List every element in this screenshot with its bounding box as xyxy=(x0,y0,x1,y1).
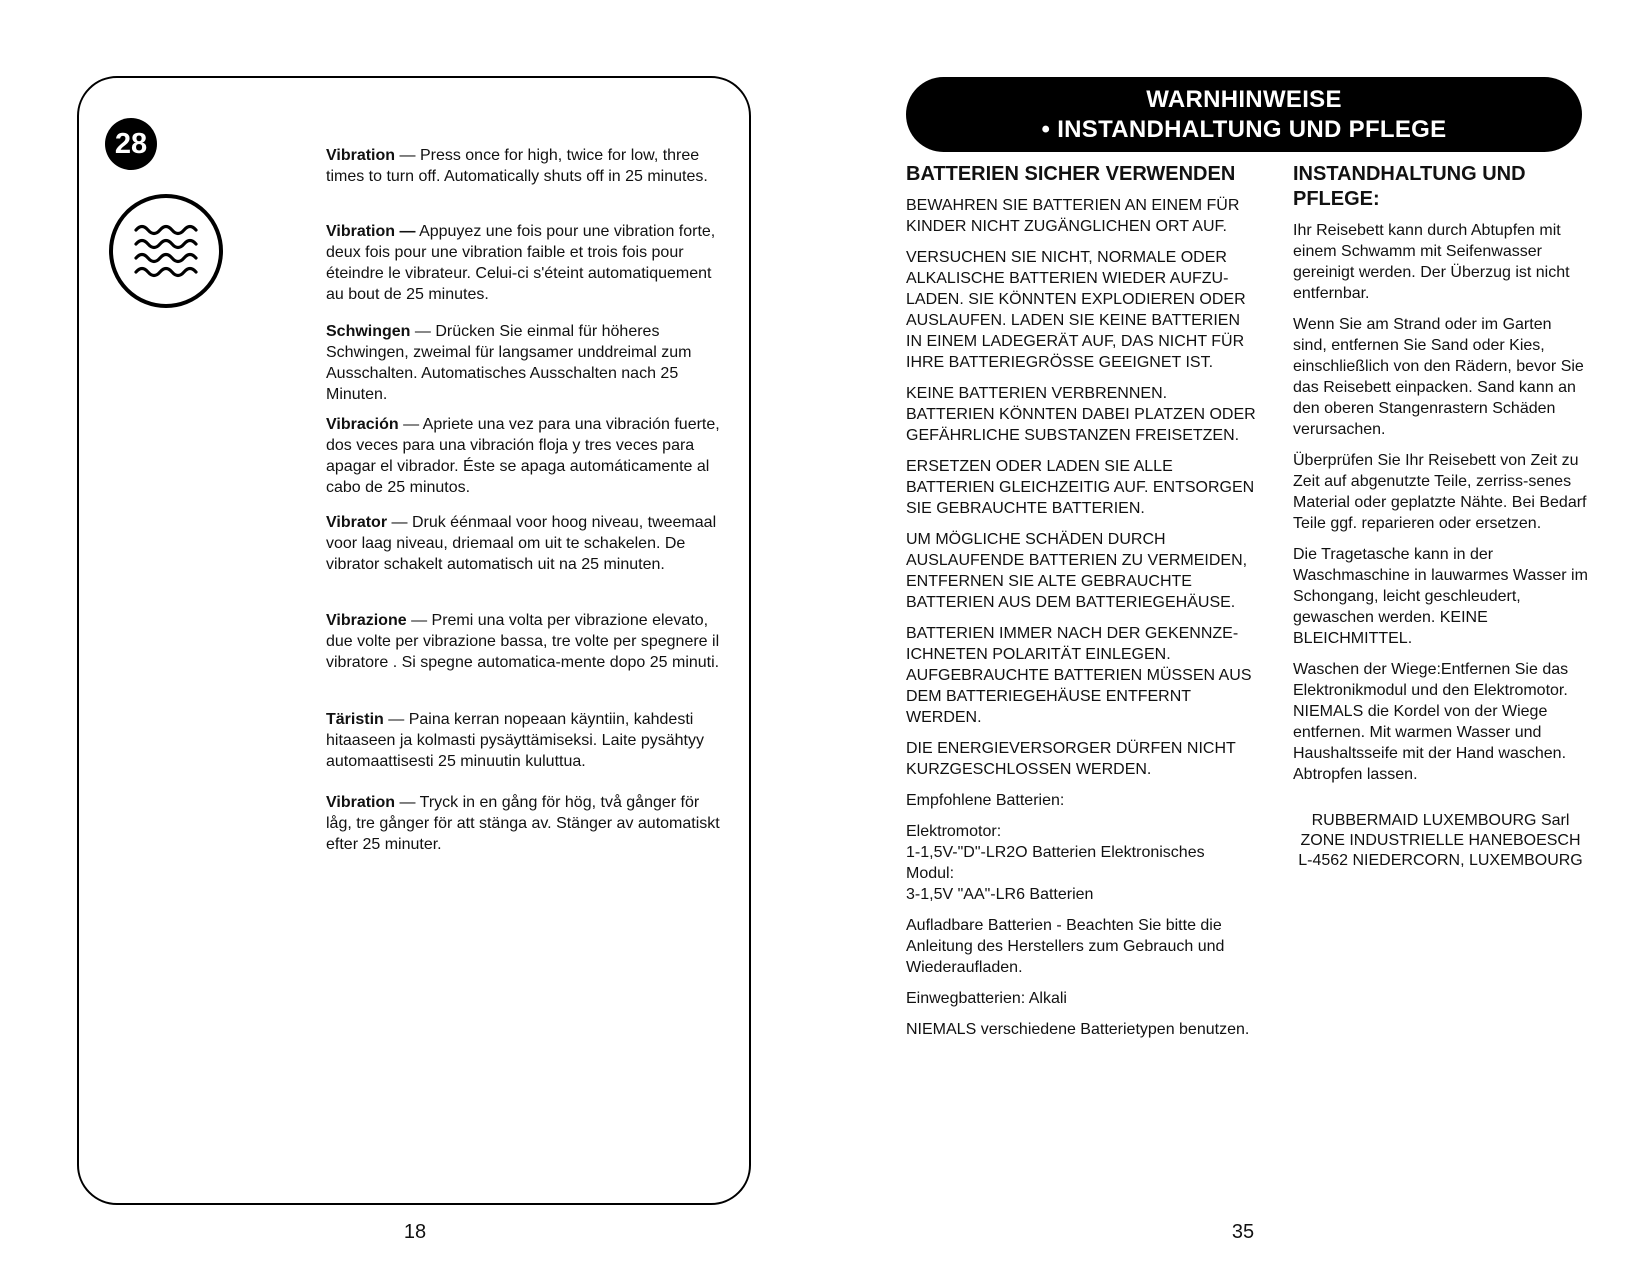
paragraph: NIEMALS verschiedene Batterietypen benutzen. xyxy=(906,1021,1250,1038)
entry-spanish: Vibración — Apriete una vez para una vibración fuerte, dos veces para una vibración floja y tres veces para apagar el vibrador. Éste se apaga automáticamente al cabo de 25 minutos. xyxy=(326,416,720,496)
company-address xyxy=(1293,811,1588,871)
paragraph: Empfohlene Batterien: xyxy=(906,792,1065,809)
paragraph: BATTERIEN IMMER NACH DER GEKENNZE-ICHNETEN POLARITÄT EINLEGEN. AUFGEBRAUCHTE BATTERIEN MÜSSEN AUS DEM BATTERIEGEHÄUSE ENTFERNT WERDEN. xyxy=(906,625,1252,726)
paragraph: KEINE BATTERIEN VERBRENNEN. BATTERIEN KÖNNTEN DABEI PLATZEN ODER GEFÄHRLICHE SUBSTANZEN FREISETZEN. xyxy=(906,385,1256,444)
paragraph: Wenn Sie am Strand oder im Garten sind, entfernen Sie Sand oder Kies, einschließlich von den Rädern, bevor Sie das Reisebett einpacken. Sand kann an den oberen Stangenrastern Schäden verursachen. xyxy=(1293,316,1584,438)
instruction-panel xyxy=(77,76,751,1205)
paragraph: VERSUCHEN SIE NICHT, NORMALE ODER ALKALISCHE BATTERIEN WIEDER AUFZU-LADEN. SIE KÖNNTEN EXPLODIEREN ODER AUSLAUFEN. LADEN SIE KEINE BATTERIEN IN EINEM LADEGERÄT AUF, DAS NICHT FÜR IHRE BATTERIEGRÖSSE GEEIGNET IST. xyxy=(906,249,1246,371)
paragraph: Aufladbare Batterien - Beachten Sie bitte die Anleitung des Herstellers zum Gebrauch und Wiederaufladen. xyxy=(906,917,1225,976)
paragraph: Einwegbatterien: Alkali xyxy=(906,990,1067,1007)
paragraph: BEWAHREN SIE BATTERIEN AN EINEM FÜR KINDER NICHT ZUGÄNGLICHEN ORT AUF. xyxy=(906,197,1240,235)
page-number-right: 35 xyxy=(1231,1221,1255,1243)
entry-italian: Vibrazione — Premi una volta per vibrazione elevato, due volte per vibrazione bassa, tre volte per spegnere il vibratore . Si spegne automatica-mente dopo 25 minuti. xyxy=(326,612,720,671)
header-title-line2: • INSTANDHALTUNG UND PFLEGE xyxy=(1041,115,1447,143)
page-number-left: 18 xyxy=(403,1221,427,1243)
paragraph: DIE ENERGIEVERSORGER DÜRFEN NICHT KURZGESCHLOSSEN WERDEN. xyxy=(906,740,1236,778)
paragraph: Die Tragetasche kann in der Waschmaschine in lauwarmes Wasser im Schongang, leicht geschleudert, gewaschen werden. KEINE BLEICHMITTEL. xyxy=(1293,546,1588,647)
paragraph: ERSETZEN ODER LADEN SIE ALLE BATTERIEN GLEICHZEITIG AUF. ENTSORGEN SIE GEBRAUCHTE BATTERIEN. xyxy=(906,458,1255,517)
warnings-header xyxy=(906,77,1582,152)
entry-dutch: Vibrator — Druk éénmaal voor hoog niveau, tweemaal voor laag niveau, driemaal om uit te schakelen. De vibrator schakelt automatisch uit na 25 minuten. xyxy=(326,514,717,573)
entry-french: Vibration — Appuyez une fois pour une vibration forte, deux fois pour une vibration faible et trois fois pour éteindre le vibrateur. Celui-ci s'éteint automatiquement au bout de 25 minutes. xyxy=(326,223,716,303)
paragraph: UM MÖGLICHE SCHÄDEN DURCH AUSLAUFENDE BATTERIEN ZU VERMEIDEN, ENTFERNEN SIE ALTE GEBRAUCHTE BATTERIEN AUS DEM BATTERIEGEHÄUSE. xyxy=(906,531,1248,611)
address-line: L-4562 NIEDERCORN, LUXEMBOURG xyxy=(1298,852,1583,869)
entry-finnish: Täristin — Paina kerran nopeaan käyntiin, kahdesti hitaaseen ja kolmasti pysäyttämiseksi. Laite pysähtyy automaattisesti 25 minuutin kuluttua. xyxy=(326,711,704,770)
care-column xyxy=(1293,162,1588,871)
vibration-waves-icon xyxy=(109,194,223,308)
paragraph: Ihr Reisebett kann durch Abtupfen mit einem Schwamm mit Seifenwasser gereinigt werden. Der Überzug ist nicht entfernbar. xyxy=(1293,222,1570,302)
address-line: ZONE INDUSTRIELLE HANEBOESCH xyxy=(1300,832,1581,849)
entry-german: Schwingen — Drücken Sie einmal für höheres Schwingen, zweimal für langsamer unddreimal zum Ausschalten. Automatisches Ausschalten nach 25 Minuten. xyxy=(326,323,692,403)
entry-english: Vibration — Press once for high, twice for low, three times to turn off. Automatically shuts off in 25 minutes. xyxy=(326,147,708,185)
paragraph: Elektromotor: 1-1,5V-"D"-LR2O Batterien Elektronisches Modul: 3-1,5V "AA"-LR6 Batterien xyxy=(906,823,1205,903)
battery-safety-heading: BATTERIEN SICHER VERWENDEN xyxy=(906,163,1236,185)
address-line: RUBBERMAID LUXEMBOURG Sarl xyxy=(1311,812,1570,829)
step-number-badge: 28 xyxy=(105,118,157,170)
header-title-line1: WARNHINWEISE xyxy=(1146,85,1342,113)
entry-swedish: Vibration — Tryck in en gång för hög, två gånger för låg, tre gånger för att stänga av. Stänger av automatiskt efter 25 minuter. xyxy=(326,794,720,853)
care-heading: INSTANDHALTUNG UND PFLEGE: xyxy=(1293,163,1526,210)
battery-safety-column xyxy=(906,162,1256,1050)
paragraph: Waschen der Wiege:Entfernen Sie das Elektronikmodul und den Elektromotor. NIEMALS die Kordel von der Wiege entfernen. Mit warmen Wasser und Haushaltsseife mit der Hand waschen. Abtropfen lassen. xyxy=(1293,661,1569,783)
paragraph: Überprüfen Sie Ihr Reisebett von Zeit zu Zeit auf abgenutzte Teile, zerriss-senes Material oder geplatzte Nähte. Bei Bedarf Teile ggf. reparieren oder ersetzen. xyxy=(1293,452,1587,532)
